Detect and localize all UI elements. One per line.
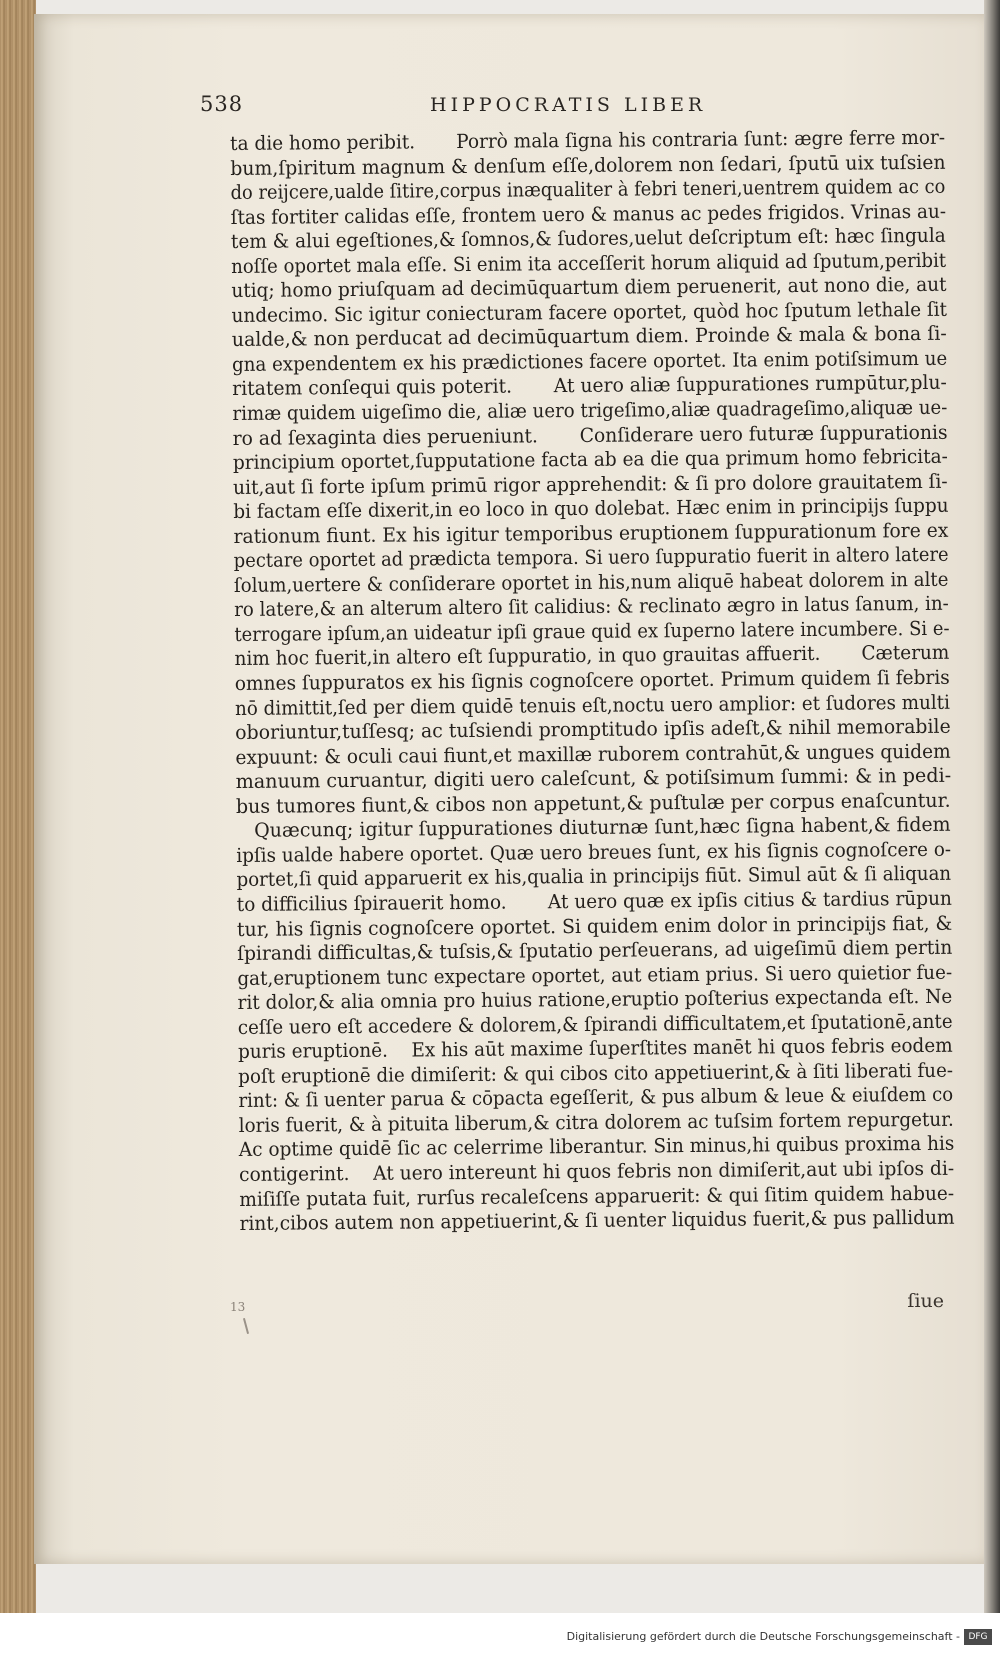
text-line: gna expendentem ex his prædictiones facere oportet. Ita enim potiſsimum ue: [231, 346, 948, 376]
text-line: uit,aut ſi forte ipſum primū rigor apprehendit: & ſi pro dolore grauitatem ſi-: [232, 469, 948, 499]
text-line: ualde,& non perducat ad decimūquartum diem. Proinde & mala & bona ſi-: [231, 322, 947, 352]
folio-number: 538: [200, 92, 244, 116]
text-line: rint: & ſi uenter parua & cōpacta egeſſerit, & pus album & leue & eiuſdem co: [238, 1083, 954, 1113]
body-text: [230, 126, 960, 1237]
text-line: miſiſſe putata fuit, rurſus recaleſcens apparuerit: & qui ſitim quidem habue-: [239, 1181, 955, 1211]
text-line: oboriuntur,tuſſesq; ac tuſsiendi promptitudo ipſis adeſt,& nihil memorabile: [235, 714, 951, 745]
text-line: ſtas fortiter calidas eſſe, frontem uero & manus ac pedes frigidos. Vrinas au-: [230, 199, 947, 229]
text-line: rimæ quidem uigeſimo die, aliæ uero trigeſimo,aliæ quadrageſimo,aliquæ ue-: [232, 395, 948, 426]
text-line: portet,ſi quid apparuerit ex his,qualia in principijs fiūt. Simul aūt & ſi aliquan: [236, 862, 952, 892]
text-line: Ac optime quidē ſic ac celerrime liberantur. Sin minus,hi quibus proxima his: [238, 1132, 955, 1162]
text-line: rint,cibos autem non appetiuerint,& ſi uenter liquidus fuerit,& pus pallidum: [239, 1205, 955, 1236]
text-line: Quæcunq; igitur ſuppurationes diuturnæ ſunt,hæc ſigna habent,& fidem: [235, 813, 951, 843]
text-line: ſpirandi difficultas,& tuſsis,& ſputatio perſeuerans, ad uigeſimū diem pertin: [237, 935, 953, 966]
text-line: bi factam eſſe dixerit,in eo loco in quo dolebat. Hæc enim in principijs ſuppu: [233, 493, 949, 524]
text-line: gat,eruptionem tunc expectare oportet, aut etiam prius. Si uero quietior fue-: [237, 960, 953, 990]
text-line: ro latere,& an alterum altero ſit calidius: & reclinato ægro in latus ſanum, in-: [234, 592, 949, 622]
text-line: to difficilius ſpirauerit homo. At uero quæ ex ipſis citius & tardius rūpun: [236, 886, 953, 916]
text-line: ipſis ualde habere oportet. Quæ uero breues ſunt, ex his ſignis cognoſcere o-: [236, 837, 952, 867]
digitization-footer: [0, 1613, 1000, 1653]
running-head: HIPPOCRATIS LIBER: [430, 94, 707, 116]
dfg-logo: DFG: [964, 1629, 992, 1645]
text-line: do reijcere,ualde ſitire,corpus inæqualiter à febri teneri,uentrem quidem ac co: [230, 174, 946, 205]
text-line: undecimo. Sic igitur coniecturam facere oportet, quòd hoc ſputum lethale ſit: [231, 297, 948, 327]
text-line: ta die homo peribit. Porrò mala ſigna his contraria ſunt: ægre ferre mor-: [230, 125, 946, 155]
text-line: ceſſe uero eſt accedere & dolorem,& ſpirandi difficultatem,et ſputationē,ante: [237, 1009, 953, 1039]
text-line: ſolum,uertere & conſiderare oportet in his,num aliquē habeat dolorem in alte: [233, 567, 949, 597]
text-line: nim hoc fuerit,in altero eſt ſuppuratio, in quo grauitas affuerit. Cæterum: [234, 641, 950, 671]
text-line: pectare oportet ad prædicta tempora. Si uero ſuppuratio fuerit in altero latere: [233, 543, 949, 573]
text-line: ritatem conſequi quis poterit. At uero aliæ ſuppurationes rumpūtur,plu-: [232, 371, 947, 401]
signature-mark: 13: [230, 1300, 246, 1314]
text-line: ro ad ſexaginta dies perueniunt. Conſiderare uero futuræ ſuppurationis: [232, 420, 948, 450]
text-line: omnes ſuppuratos ex his ſignis cognoſcere oportet. Primum quidem ſi febris: [234, 665, 950, 696]
text-line: principium oportet,ſupputatione facta ab ea die qua primum homo febricita-: [232, 444, 948, 475]
text-line: utiq; homo priuſquam ad decimūquartum diem peruenerit, aut nono die, aut: [231, 273, 947, 303]
catchword-row: [230, 1290, 950, 1316]
text-line: contigerint. At uero intereunt hi quos febris non dimiſerit,aut ubi ipſos di-: [238, 1156, 955, 1186]
page-header: [200, 92, 770, 124]
catchword: ſiue: [907, 1290, 944, 1312]
text-line: expuunt: & oculi caui fiunt,et maxillæ ruborem contrahūt,& ungues quidem: [235, 739, 951, 769]
text-line: rationum fiunt. Ex his igitur temporibus eruptionem ſuppurationum fore ex: [233, 518, 949, 548]
funding-credit: Digitalisierung gefördert durch die Deutsche Forschungsgemeinschaft -: [566, 1630, 960, 1643]
text-line: manuum curuantur, digiti uero caleſcunt, & potiſsimum ſummi: & in pedi-: [235, 763, 952, 794]
text-line: bus tumores fiunt,& cibos non appetunt,& puſtulæ per corpus enaſcuntur.: [235, 788, 951, 818]
text-line: nō dimittit,ſed per diem quidē tenuis eſt,noctu uero amplior: et ſudores multi: [234, 690, 950, 720]
text-line: tem & alui egeſtiones,& ſomnos,& ſudores,uelut deſcriptum eſt: hæc ſingula: [230, 223, 946, 254]
text-line: terrogare ipſum,an uideatur ipſi graue quid ex ſuperno latere incumbere. Si e-: [234, 616, 950, 646]
text-line: noſſe oportet mala eſſe. Si enim ita acceſſerit horum aliquid ad ſputum,peribit: [231, 248, 947, 278]
right-page-edge: [984, 0, 1000, 1653]
text-line: bum,ſpiritum magnum & denſum eſſe,dolorem non ſedari, ſputū uix tuſsien: [230, 150, 946, 180]
book-fore-edge: [0, 0, 36, 1653]
text-line: poſt eruptionē die dimiſerit: & qui cibos cito appetiuerint,& à ſiti liberati fue-: [238, 1058, 954, 1088]
text-line: rit dolor,& alia omnia pro huius ratione,eruptio poſterius expectanda eſt. Ne: [237, 984, 953, 1015]
text-line: puris eruptionē. Ex his aūt maxime ſuperſtites manēt hi quos febris eodem: [237, 1033, 953, 1064]
text-line: tur, his ſignis cognoſcere oportet. Si quidem enim dolor in principijs fiat, &: [236, 911, 953, 941]
text-line: loris fuerit, & à pituita liberum,& citra dolorem ac tuſsim fortem repurgetur.: [238, 1107, 954, 1137]
